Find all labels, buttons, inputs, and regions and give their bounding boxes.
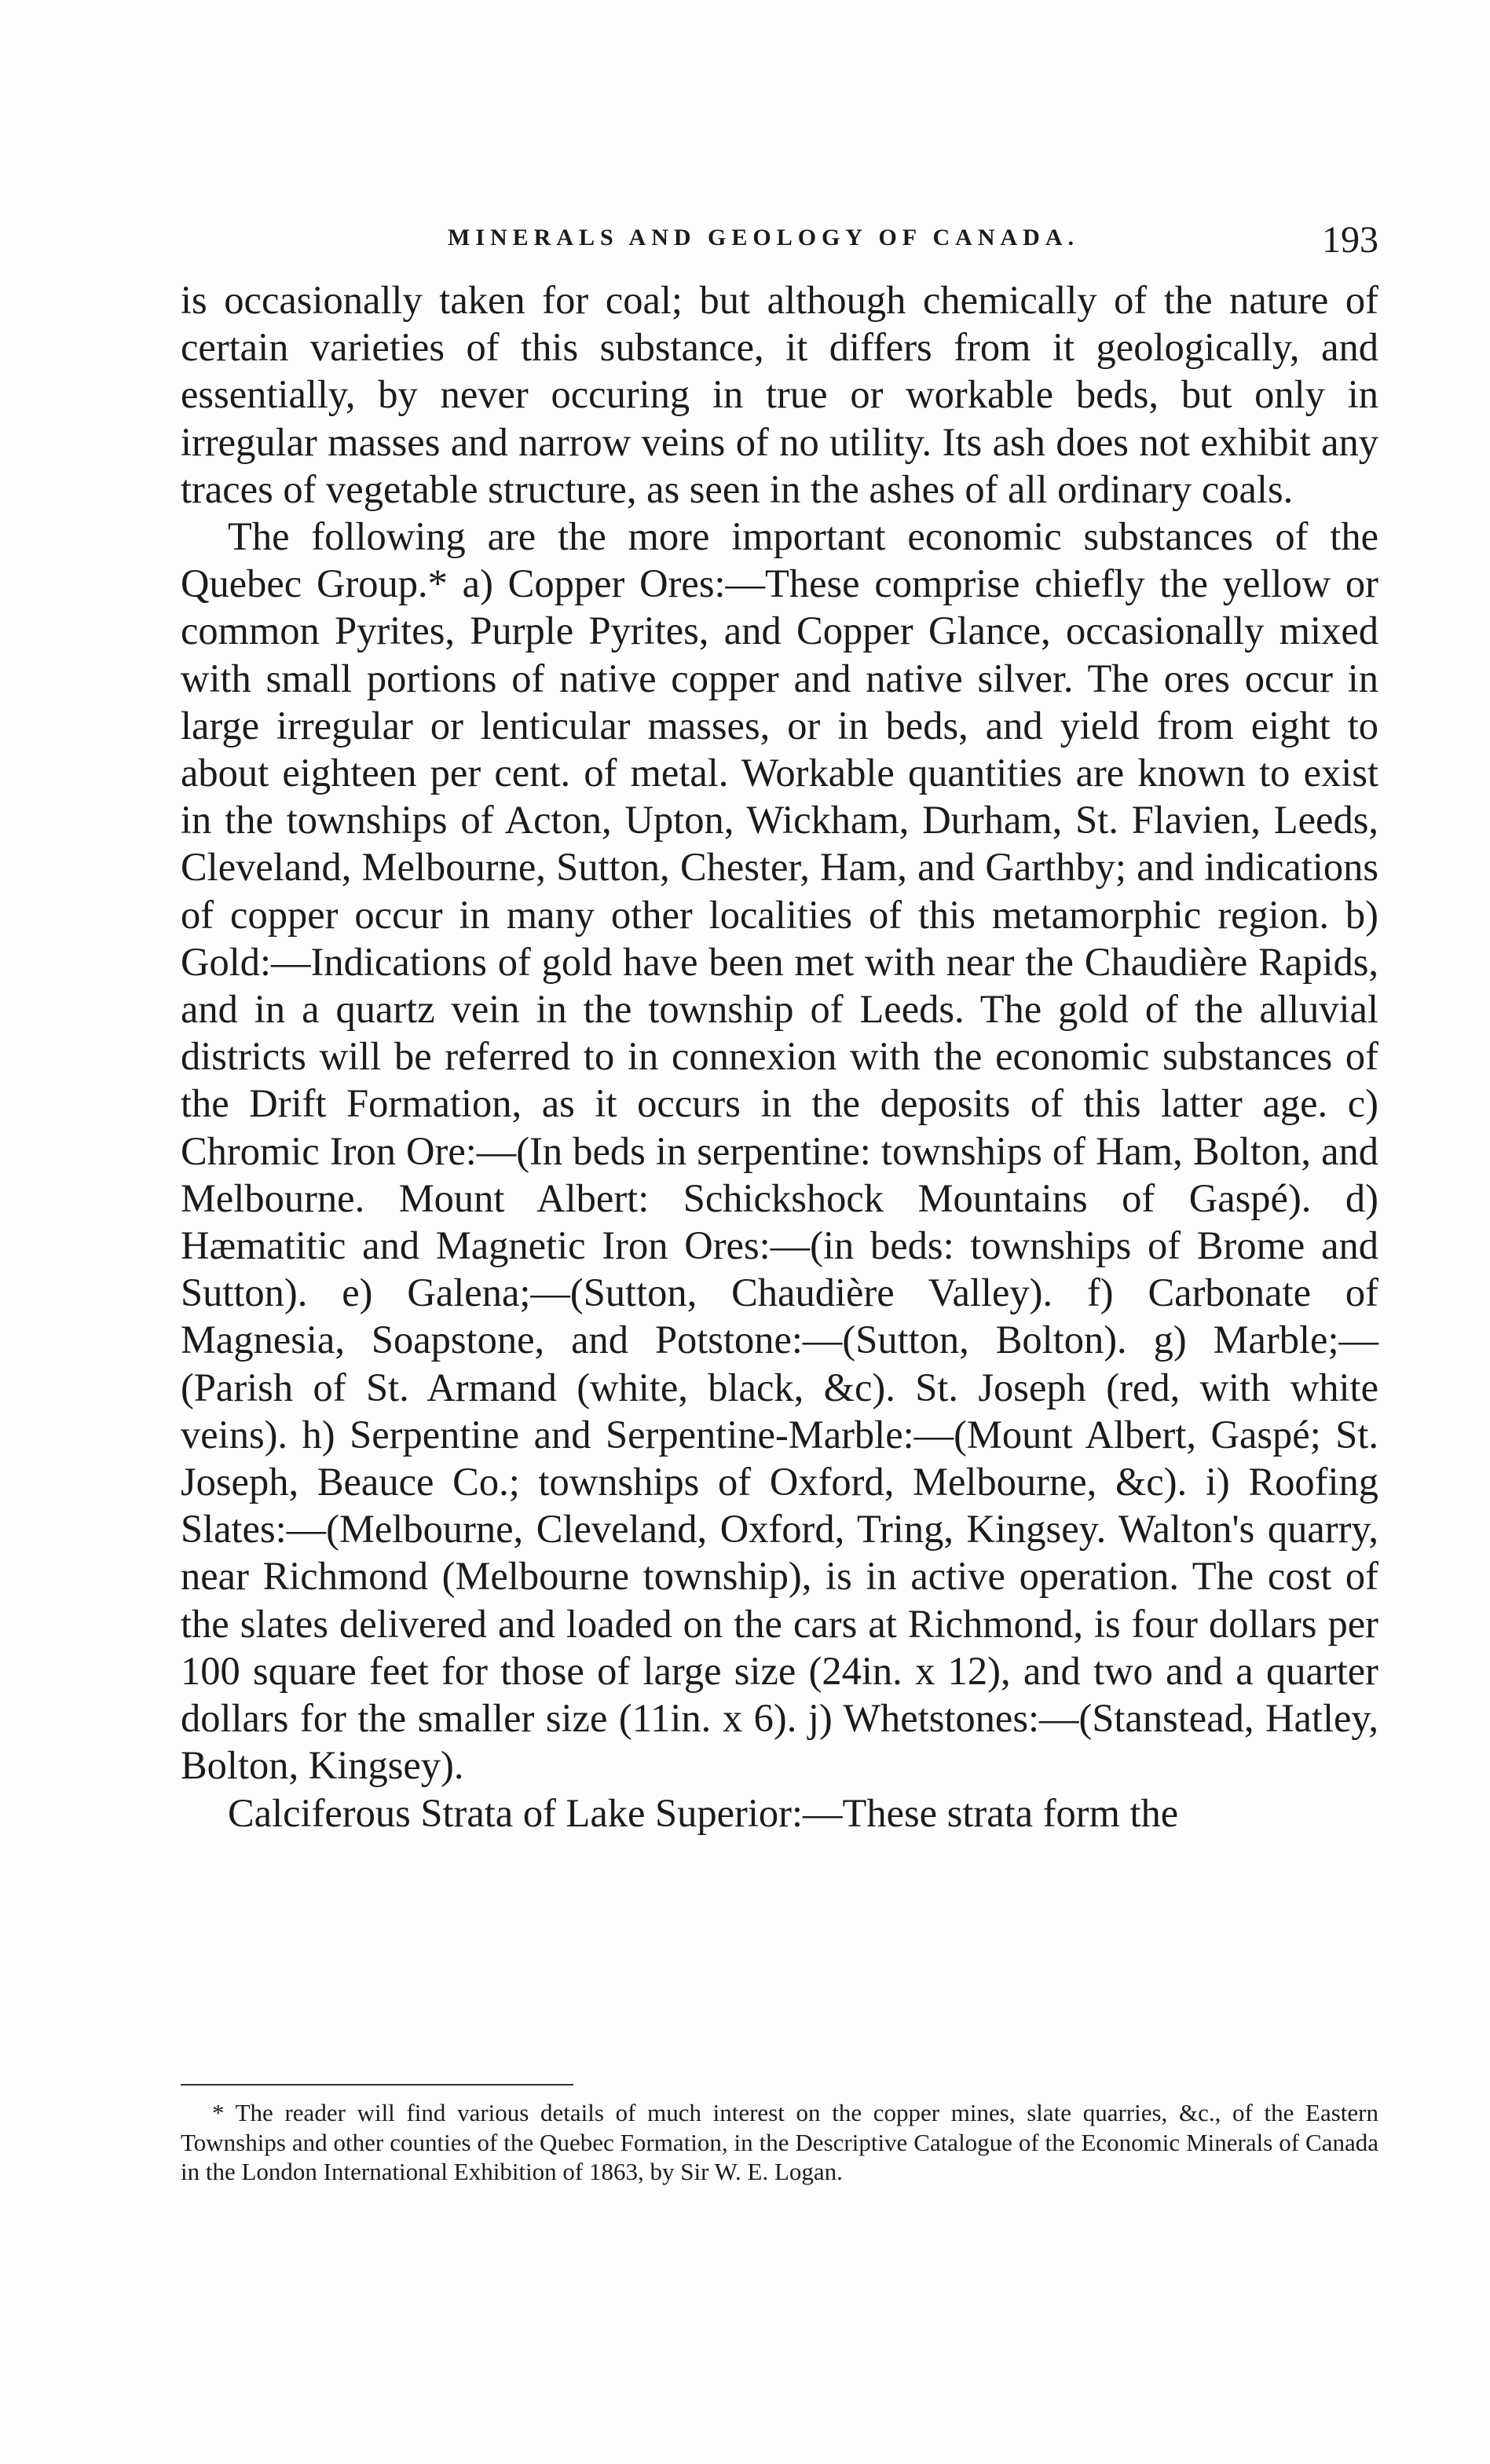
footnote: * The reader will find various details of much interest on the copper mines, slate quarries, &c., of the Eastern Townships and other counties of the Quebec Formation, in the Descriptive Catalogue of the Economic Minerals of Canada in the London International Exhibition of 1863, by Sir W. E. Logan. [181,2099,1378,2185]
running-title: MINERALS AND GEOLOGY OF CANADA. [448,225,1079,250]
paragraph-quebec-group: The following are the more important economic substances of the Quebec Group.* a) Copper Ores:—These comprise chiefly the yellow or common Pyrites, Purple Pyrites, and Copper Glance, occasionally mixed with small portions of native copper and native silver. The ores occur in large irregular or lenticular masses, or in beds, and yield from eight to about eighteen per cent. of metal. Workable quantities are known to exist in the townships of Acton, Upton, Wickham, Durham, St. Flavien, Leeds, Cleveland, Melbourne, Sutton, Chester, Ham, and Garthby; and indications of copper occur in many other localities of this metamorphic region. b) Gold:—Indications of gold have been met with near the Chaudière Rapids, and in a quartz vein in the township of Leeds. The gold of the alluvial districts will be referred to in connexion with the economic substances of the Drift Formation, as it occurs in the deposits of this latter age. c) Chromic Iron Ore:—(In beds in serpentine: townships of Ham, Bolton, and Melbourne. Mount Albert: Schickshock Mountains of Gaspé). d) Hæmatitic and Magnetic Iron Ores:—(in beds: townships of Brome and Sutton). e) Galena;—(Sutton, Chaudière Valley). f) Carbonate of Magnesia, Soapstone, and Potstone:—(Sutton, Bolton). g) Marble;—(Parish of St. Armand (white, black, &c). St. Joseph (red, with white veins). h) Serpentine and Serpentine-Marble:—(Mount Albert, Gaspé; St. Joseph, Beauce Co.; townships of Oxford, Melbourne, &c). i) Roofing Slates:—(Melbourne, Cleveland, Oxford, Tring, Kingsey. Walton's quarry, near Richmond (Melbourne township), is in active operation. The cost of the slates delivered and loaded on the cars at Richmond, is four dollars per 100 square feet for those of large size (24in. x 12), and two and a quarter dollars for the smaller size (11in. x 6). j) Whetstones:—(Stanstead, Hatley, Bolton, Kingsey). [181,514,1378,1788]
footnote-divider [181,2084,573,2086]
running-head [181,218,1378,265]
page-number: 193 [1322,219,1378,261]
paragraph-continuation: is occasionally taken for coal; but although chemically of the nature of certain varieties of this substance, it differs from it geologically, and essentially, by never occuring in true or workable beds, but only in irregular masses and narrow veins of no utility. Its ash does not exhibit any traces of vegetable structure, as seen in the ashes of all ordinary coals. [181,278,1378,511]
body-text [181,276,1378,1837]
paragraph-calciferous-strata: Calciferous Strata of Lake Superior:—These strata form the [228,1790,1179,1835]
